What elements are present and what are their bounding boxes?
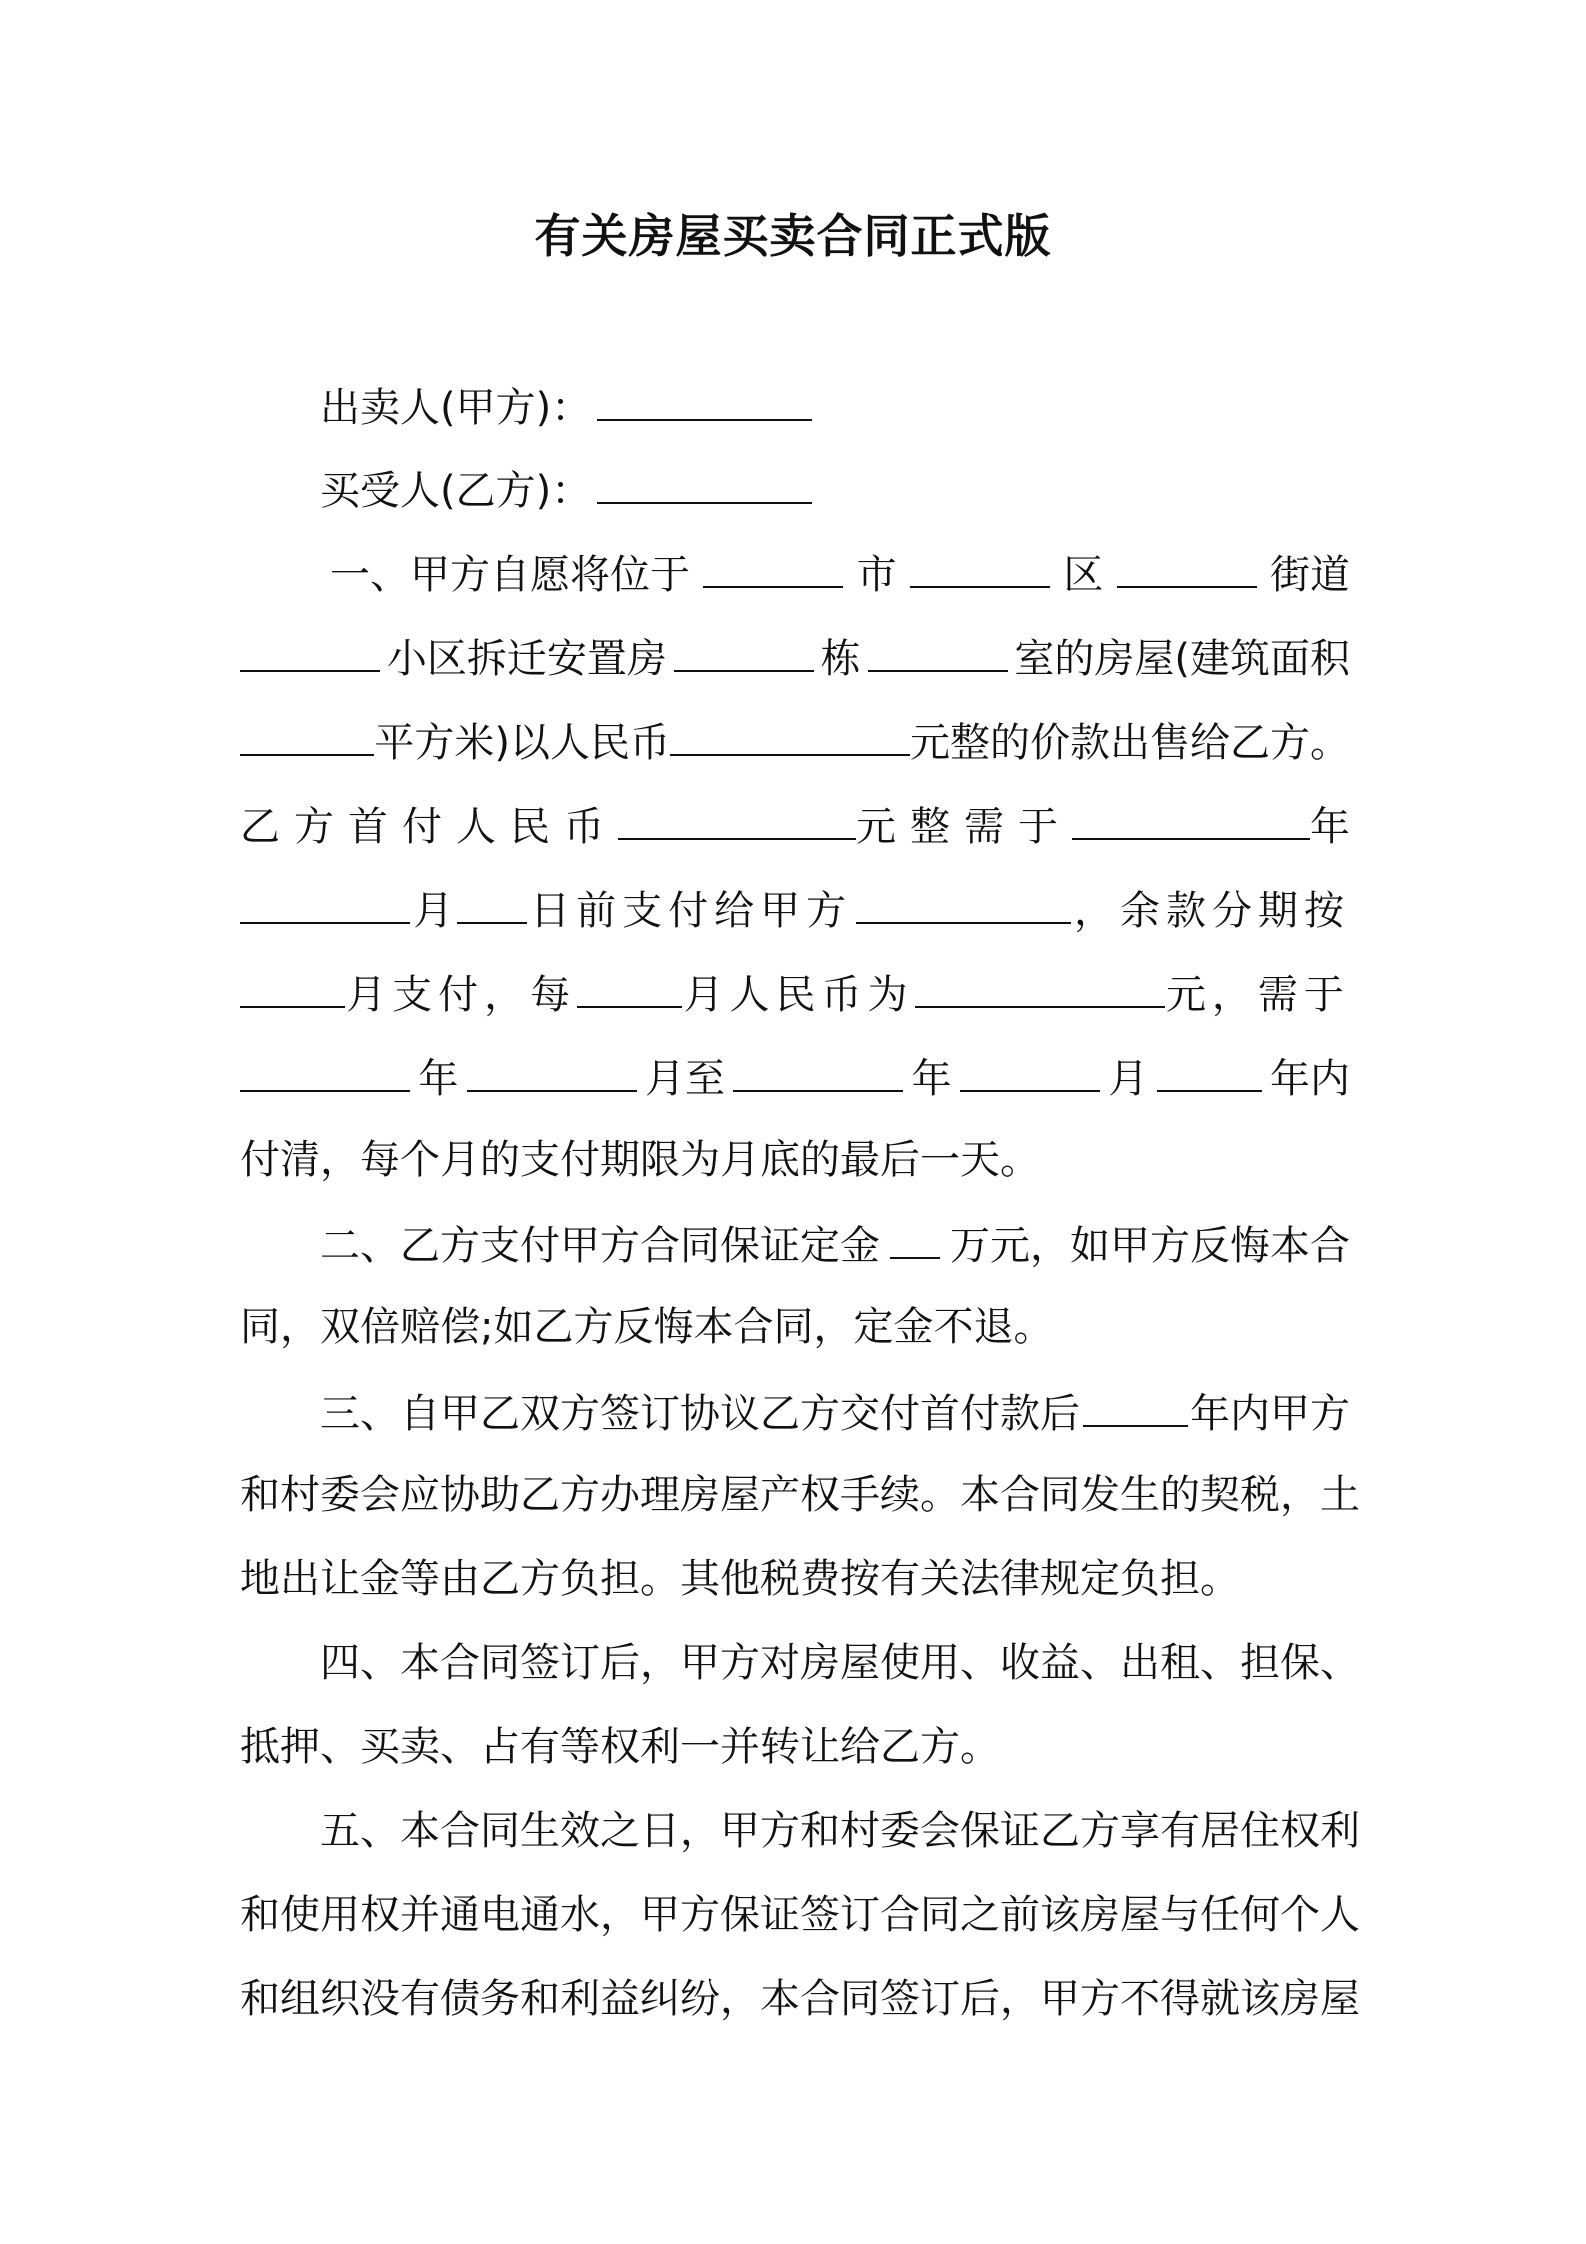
seller-line xyxy=(320,375,1430,435)
clause1-line8 xyxy=(240,1130,1350,1190)
area-blank xyxy=(240,710,374,756)
text-segment: 万元，如甲方反悔本合 xyxy=(950,1223,1350,1269)
text-segment: 年内 xyxy=(1269,1056,1350,1102)
text-segment: 五、本合同生效之日，甲方和村委会保证乙方享有居住权利 xyxy=(320,1808,1360,1854)
installment-months-blank xyxy=(240,962,345,1008)
clause1-line6 xyxy=(240,962,1350,1022)
buyer-line xyxy=(320,458,1430,518)
clause4-line2 xyxy=(240,1717,1350,1777)
clause1-line7 xyxy=(240,1046,1350,1106)
transfer-years-blank xyxy=(1083,1381,1188,1427)
text-segment: 月支付，每 xyxy=(346,972,577,1018)
text-segment: 二、乙方支付甲方合同保证定金 xyxy=(320,1223,880,1269)
text-segment: 日前支付给甲方 xyxy=(530,888,853,934)
text-segment: 年 xyxy=(418,1056,459,1102)
year-blank xyxy=(1072,794,1310,840)
seller-blank xyxy=(597,375,812,421)
clause1-line4 xyxy=(240,794,1350,854)
text-segment: 和使用权并通电通水，甲方保证签订合同之前该房屋与任何个人 xyxy=(240,1892,1360,1938)
text-segment: 栋 xyxy=(820,636,861,682)
clause1-line2 xyxy=(240,626,1350,686)
text-segment: 三、自甲乙双方签订协议乙方交付首付款后 xyxy=(320,1391,1080,1437)
text-segment: 元整需于 xyxy=(856,804,1072,850)
clause3-line2 xyxy=(240,1465,1360,1525)
down-payment-blank xyxy=(618,794,856,840)
clause3-line3 xyxy=(240,1549,1350,1609)
text-segment: 同，双倍赔偿;如乙方反悔本合同，定金不退。 xyxy=(240,1304,1054,1350)
document-title: 有关房屋买卖合同正式版 xyxy=(534,209,1052,263)
city-blank xyxy=(703,542,843,588)
text-segment: 抵押、买卖、占有等权利一并转让给乙方。 xyxy=(240,1724,1000,1770)
clause5-line1 xyxy=(240,1801,1360,1861)
text-segment: 月 xyxy=(1108,1056,1149,1102)
end-month-blank xyxy=(960,1046,1100,1092)
room-blank xyxy=(868,626,1008,672)
clause4-line1 xyxy=(240,1633,1360,1693)
text-segment: 区 xyxy=(1063,552,1104,598)
text-segment: 和组织没有债务和利益纠纷，本合同签订后，甲方不得就该房屋 xyxy=(240,1976,1360,2022)
text-segment: 元整的价款出售给乙方。 xyxy=(910,720,1350,766)
clause5-line3 xyxy=(240,1969,1360,2029)
text-segment: 元，需于 xyxy=(1165,972,1350,1018)
seller-label: 出卖人(甲方)： xyxy=(320,385,592,431)
text-segment: 平方米)以人民币 xyxy=(374,720,670,766)
text-segment: 室的房屋(建筑面积 xyxy=(1014,636,1350,682)
clause1-line5 xyxy=(240,878,1350,938)
clause2-line2 xyxy=(240,1297,1350,1357)
text-segment: 年内甲方 xyxy=(1190,1391,1350,1437)
start-year-blank xyxy=(240,1046,410,1092)
text-segment: 和村委会应协助乙方办理房屋产权手续。本合同发生的契税，土 xyxy=(240,1472,1360,1518)
text-segment: 年 xyxy=(1310,804,1350,850)
text-segment: 街道 xyxy=(1269,552,1350,598)
clause1-line1 xyxy=(240,542,1350,602)
text-segment: 月人民币为 xyxy=(683,972,914,1018)
month-blank xyxy=(240,878,410,924)
text-segment: 小区拆迁安置房 xyxy=(386,636,667,682)
clause2-line1 xyxy=(240,1213,1350,1273)
per-month-blank xyxy=(577,962,682,1008)
buyer-blank xyxy=(597,458,812,504)
installment-amount-blank xyxy=(915,962,1165,1008)
years-blank xyxy=(1157,1046,1262,1092)
text-segment: 一、甲方自愿将位于 xyxy=(330,552,690,598)
clause3-line1 xyxy=(240,1381,1350,1441)
community-blank xyxy=(240,626,380,672)
text-segment: 市 xyxy=(856,552,897,598)
payee-blank xyxy=(856,878,1071,924)
end-year-blank xyxy=(733,1046,903,1092)
text-segment: 月 xyxy=(413,888,454,934)
text-segment: 乙方首付人民币 xyxy=(240,804,618,850)
text-segment: ，余款分期按 xyxy=(1073,888,1350,934)
start-month-blank xyxy=(467,1046,637,1092)
clause1-line3 xyxy=(240,710,1350,770)
text-segment: 付清，每个月的支付期限为月底的最后一天。 xyxy=(240,1137,1040,1183)
text-segment: 月至 xyxy=(644,1056,725,1102)
building-blank xyxy=(674,626,814,672)
clause5-line2 xyxy=(240,1885,1360,1945)
text-segment: 年 xyxy=(911,1056,952,1102)
price-blank xyxy=(670,710,910,756)
deposit-blank xyxy=(890,1213,940,1259)
day-blank xyxy=(457,878,527,924)
district-blank xyxy=(910,542,1050,588)
buyer-label: 买受人(乙方)： xyxy=(320,468,592,514)
text-segment: 四、本合同签订后，甲方对房屋使用、收益、出租、担保、 xyxy=(320,1640,1360,1686)
text-segment: 地出让金等由乙方负担。其他税费按有关法律规定负担。 xyxy=(240,1556,1240,1602)
street-blank xyxy=(1117,542,1257,588)
